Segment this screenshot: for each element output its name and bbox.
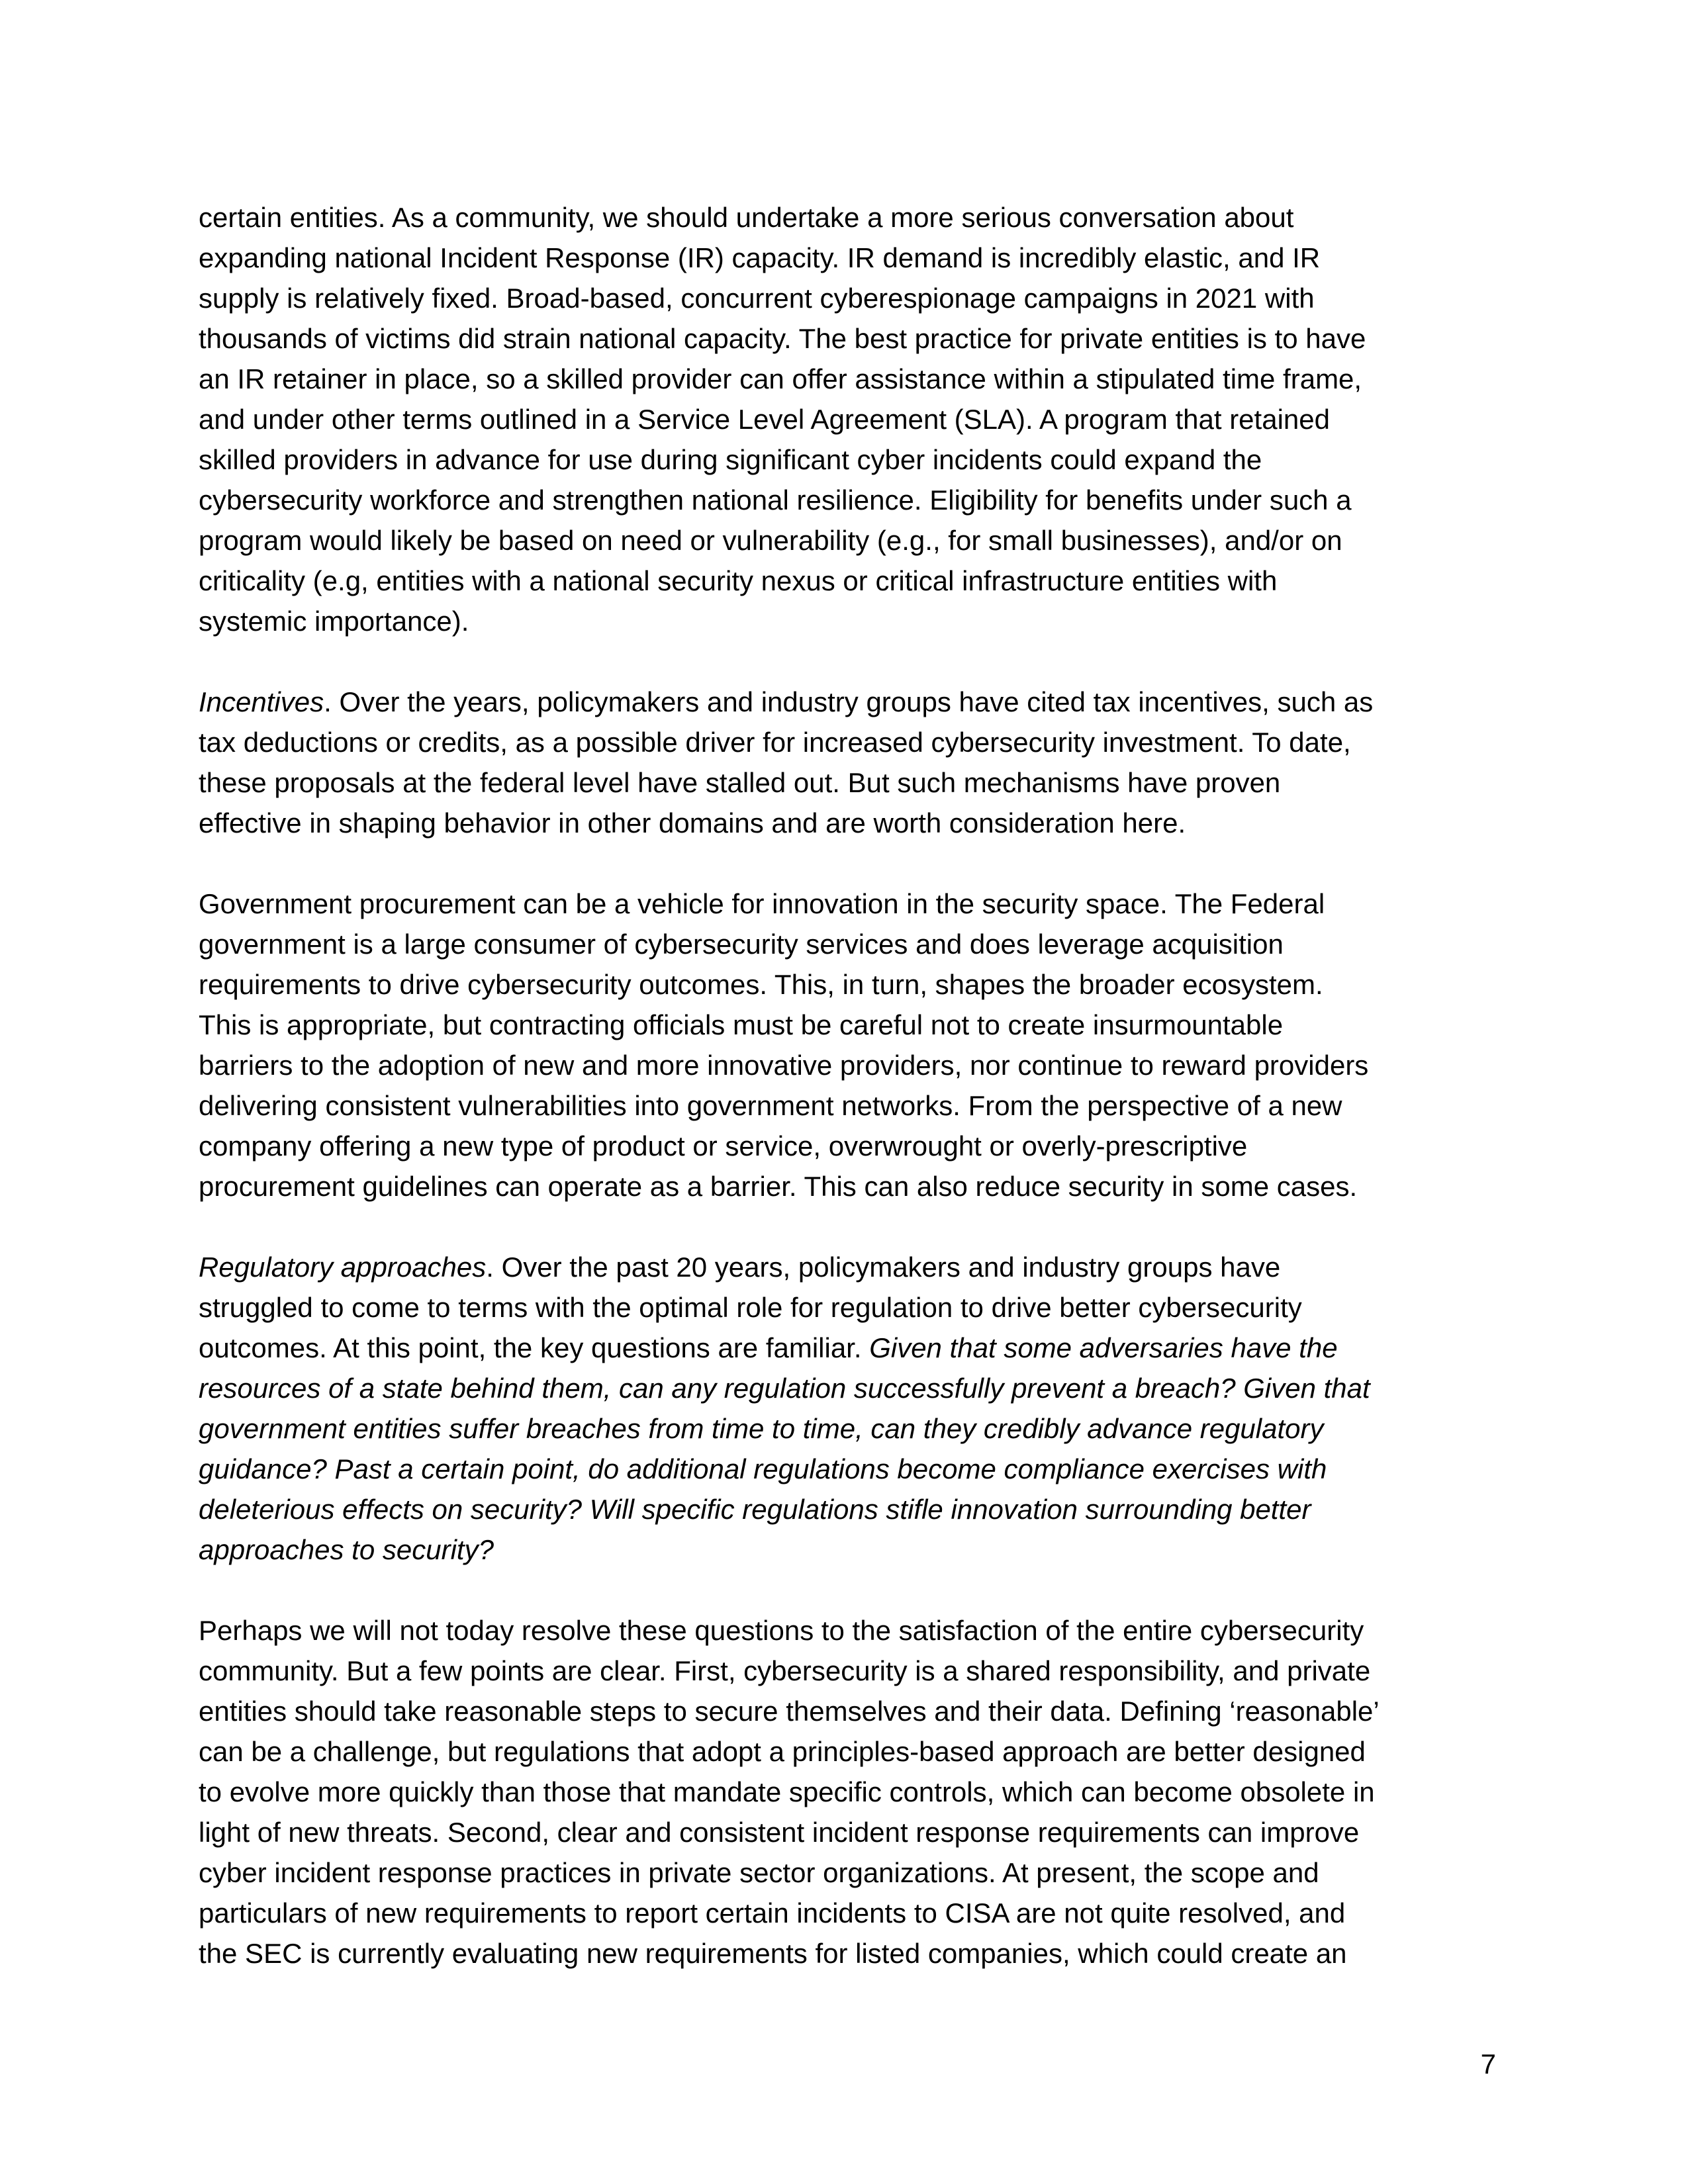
- text-line: systemic importance).: [199, 606, 469, 637]
- text-line: cybersecurity workforce and strengthen national resilience. Eligibility for benefits under such a: [199, 484, 1352, 516]
- paragraph-procurement: [199, 884, 1493, 1206]
- paragraph-lead-term: Regulatory approaches: [199, 1251, 487, 1283]
- text-line: to evolve more quickly than those that mandate specific controls, which can become obsolete in: [199, 1776, 1375, 1807]
- page-number: 7: [1480, 2048, 1496, 2079]
- body-text: [199, 197, 1493, 1974]
- text-line: skilled providers in advance for use during significant cyber incidents could expand the: [199, 444, 1262, 475]
- text-line: certain entities. As a community, we should undertake a more serious conversation about: [199, 202, 1294, 233]
- italic-question-line: guidance? Past a certain point, do additional regulations become compliance exercises with: [199, 1453, 1327, 1484]
- text-line: This is appropriate, but contracting officials must be careful not to create insurmountable: [199, 1009, 1284, 1040]
- text-line: [199, 1247, 1493, 1287]
- text-line: barriers to the adoption of new and more innovative providers, nor continue to reward providers: [199, 1050, 1369, 1081]
- text-line: [199, 1328, 1493, 1368]
- text-line: effective in shaping behavior in other domains and are worth consideration here.: [199, 807, 1186, 839]
- text-line: criticality (e.g, entities with a national security nexus or critical infrastructure entities with: [199, 565, 1278, 596]
- text-line: expanding national Incident Response (IR) capacity. IR demand is incredibly elastic, and IR: [199, 242, 1321, 273]
- text-run: . Over the past 20 years, policymakers and industry groups have: [486, 1251, 1281, 1283]
- text-run: outcomes. At this point, the key questions are familiar.: [199, 1332, 870, 1363]
- paragraph-regulatory-approaches: [199, 1247, 1493, 1570]
- text-line: procurement guidelines can operate as a barrier. This can also reduce security in some cases.: [199, 1171, 1358, 1202]
- paragraph-ir-capacity: [199, 197, 1493, 641]
- text-line: entities should take reasonable steps to secure themselves and their data. Defining ‘reasonable’: [199, 1696, 1380, 1727]
- text-line: supply is relatively fixed. Broad-based, concurrent cyberespionage campaigns in 2021 with: [199, 283, 1315, 314]
- text-line: tax deductions or credits, as a possible driver for increased cybersecurity investment. To date,: [199, 727, 1351, 758]
- text-line: thousands of victims did strain national capacity. The best practice for private entities is to have: [199, 323, 1366, 354]
- text-line: Government procurement can be a vehicle for innovation in the security space. The Federal: [199, 888, 1325, 919]
- text-line: these proposals at the federal level have stalled out. But such mechanisms have proven: [199, 767, 1281, 798]
- text-line: an IR retainer in place, so a skilled provider can offer assistance within a stipulated time frame,: [199, 363, 1362, 394]
- italic-question-line: deleterious effects on security? Will specific regulations stifle innovation surrounding better: [199, 1494, 1311, 1525]
- text-line: requirements to drive cybersecurity outcomes. This, in turn, shapes the broader ecosystem.: [199, 969, 1323, 1000]
- italic-question-line: government entities suffer breaches from time to time, can they credibly advance regulatory: [199, 1413, 1324, 1444]
- italic-question-run: Given that some adversaries have the: [869, 1332, 1338, 1363]
- text-line: particulars of new requirements to report certain incidents to CISA are not quite resolved, and: [199, 1897, 1346, 1929]
- text-line: the SEC is currently evaluating new requirements for listed companies, which could create an: [199, 1938, 1347, 1969]
- paragraph-incentives: [199, 682, 1493, 843]
- paragraph-lead-term: Incentives: [199, 686, 324, 717]
- text-line: program would likely be based on need or vulnerability (e.g., for small businesses), and/or on: [199, 525, 1342, 556]
- paragraph-shared-responsibility: [199, 1610, 1493, 1974]
- text-line: light of new threats. Second, clear and consistent incident response requirements can improve: [199, 1817, 1360, 1848]
- text-line: cyber incident response practices in private sector organizations. At present, the scope and: [199, 1857, 1319, 1888]
- text-line: government is a large consumer of cybersecurity services and does leverage acquisition: [199, 929, 1284, 960]
- text-line: community. But a few points are clear. First, cybersecurity is a shared responsibility, and private: [199, 1655, 1371, 1686]
- text-line: delivering consistent vulnerabilities into government networks. From the perspective of a new: [199, 1090, 1342, 1121]
- text-line: struggled to come to terms with the optimal role for regulation to drive better cybersecurity: [199, 1292, 1302, 1323]
- text-line: can be a challenge, but regulations that adopt a principles-based approach are better designed: [199, 1736, 1366, 1767]
- italic-question-line: approaches to security?: [199, 1534, 494, 1565]
- text-line: Perhaps we will not today resolve these questions to the satisfaction of the entire cybersecurity: [199, 1615, 1364, 1646]
- text-line: [199, 682, 1493, 722]
- text-line: and under other terms outlined in a Service Level Agreement (SLA). A program that retained: [199, 404, 1330, 435]
- italic-question-line: resources of a state behind them, can any regulation successfully prevent a breach? Given that: [199, 1373, 1370, 1404]
- text-line: company offering a new type of product or service, overwrought or overly-prescriptive: [199, 1130, 1248, 1161]
- text-run: . Over the years, policymakers and industry groups have cited tax incentives, such as: [324, 686, 1374, 717]
